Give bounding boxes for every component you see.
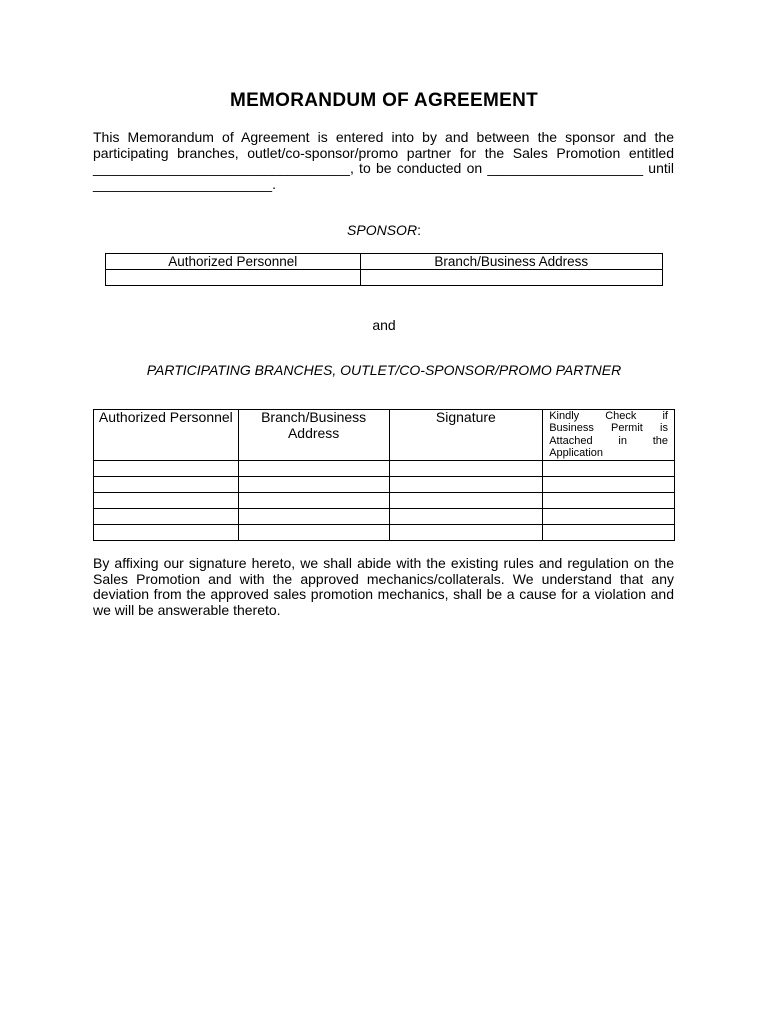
permit-header-text: Kindly Check if Business Permit is Attached in the (549, 410, 668, 447)
partner-personnel-cell[interactable] (94, 461, 239, 477)
partner-permit-check-cell[interactable] (543, 509, 675, 525)
partner-address-cell[interactable] (238, 477, 389, 493)
partner-address-cell[interactable] (238, 509, 389, 525)
table-row (106, 270, 663, 286)
table-row (94, 525, 675, 541)
and-text: and (372, 317, 396, 333)
sponsor-header-branch-address: Branch/Business Address (360, 254, 663, 270)
page-title: MEMORANDUM OF AGREEMENT (229, 90, 539, 111)
partner-permit-check-cell[interactable] (543, 477, 675, 493)
table-row (94, 477, 675, 493)
partners-header-authorized-personnel: Authorized Personnel (94, 410, 239, 461)
table-row (94, 461, 675, 477)
table-row (94, 493, 675, 509)
partner-signature-cell[interactable] (389, 461, 543, 477)
sponsor-heading (0, 222, 768, 238)
sponsor-table (105, 253, 663, 286)
partner-personnel-cell[interactable] (94, 509, 239, 525)
permit-header-text-end: Application (549, 446, 604, 459)
partners-heading: PARTICIPATING BRANCHES, OUTLET/CO-SPONSOR/PROMO PARTNER (146, 362, 622, 378)
sponsor-header-authorized-personnel: Authorized Personnel (106, 254, 361, 270)
sponsor-personnel-cell[interactable] (106, 270, 361, 286)
partner-address-cell[interactable] (238, 493, 389, 509)
partner-personnel-cell[interactable] (94, 493, 239, 509)
partner-address-cell[interactable] (238, 525, 389, 541)
partner-address-cell[interactable] (238, 461, 389, 477)
sponsor-table-header-row (106, 254, 663, 270)
closing-paragraph: By affixing our signature hereto, we shall abide with the existing rules and regulation on the Sales Promotion and with the approved mechanics/collaterals. We understand that any deviation from the approved sales promotion mechanics, shall be a cause for a violation and we will be answerable thereto. (93, 555, 674, 618)
partners-header-business-permit (543, 410, 675, 461)
partner-permit-check-cell[interactable] (543, 461, 675, 477)
intro-paragraph: This Memorandum of Agreement is entered into by and between the sponsor and the participating branches, outlet/co-sponsor/promo partner for the Sales Promotion entitled _________________________________, to be conducted on ____________________ until _______________________. (93, 129, 674, 192)
sponsor-address-cell[interactable] (360, 270, 663, 286)
partner-signature-cell[interactable] (389, 525, 543, 541)
partners-table (93, 409, 675, 541)
partners-header-branch-address: Branch/Business Address (238, 410, 389, 461)
partner-signature-cell[interactable] (389, 493, 543, 509)
sponsor-colon: : (417, 222, 421, 238)
partner-signature-cell[interactable] (389, 509, 543, 525)
table-row (94, 509, 675, 525)
sponsor-label: SPONSOR (347, 222, 418, 238)
partner-personnel-cell[interactable] (94, 477, 239, 493)
partner-permit-check-cell[interactable] (543, 525, 675, 541)
partner-permit-check-cell[interactable] (543, 493, 675, 509)
partners-header-signature: Signature (389, 410, 543, 461)
partners-table-header-row (94, 410, 675, 461)
partner-signature-cell[interactable] (389, 477, 543, 493)
partner-personnel-cell[interactable] (94, 525, 239, 541)
